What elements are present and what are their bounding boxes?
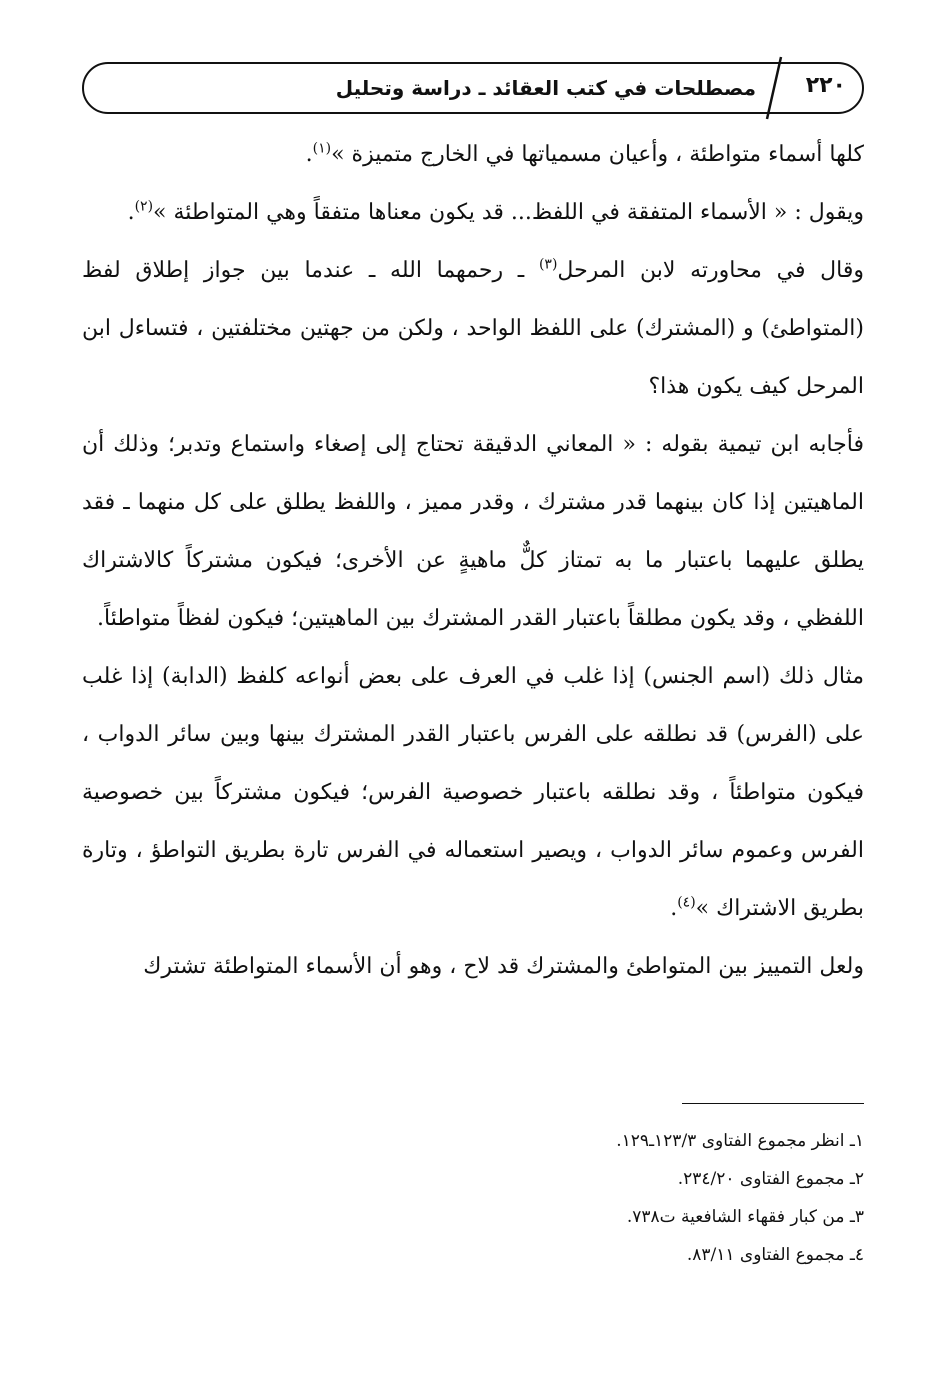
paragraph	[82, 184, 864, 242]
footnote: ٣ـ من كبار فقهاء الشافعية ت٧٣٨.	[626, 1207, 864, 1227]
paragraph-text: مثال ذلك (اسم الجنس) إذا غلب في العرف على بعض أنواعه كلفظ (الدابة) إذا غلب على (الفرس) قد نطلقه على الفرس باعتبار القدر المشترك بينها وبين سائر الدواب ، فيكون متواطئاً ، وقد نطلقه باعتبار خصوصية الفرس؛ فيكون مشتركاً بين خصوصية الفرس وعموم سائر الدواب ، ويصير استعماله في الفرس تارة بطريق التواطؤ ، وتارة بطريق الاشتراك »	[82, 664, 864, 921]
footnotes	[344, 1122, 864, 1274]
paragraph	[82, 416, 864, 648]
paragraph-text: فأجابه ابن تيمية بقوله : « المعاني الدقيقة تحتاج إلى إصغاء واستماع وتدبر؛ وذلك أن الماهيتين إذا كان بينهما قدر مشترك ، وقدر مميز ، واللفظ يطلق على كل منهما ـ فقد يطلق عليهما باعتبار ما به تمتاز كلٌّ ماهيةٍ عن الأخرى؛ فيكون مشتركاً كالاشتراك اللفظي ، وقد يكون مطلقاً باعتبار القدر المشترك بين الماهيتين؛ فيكون لفظاً متواطئاً.	[82, 432, 864, 631]
footnote-separator	[682, 1103, 864, 1104]
paragraph-tail: .	[127, 200, 135, 225]
paragraph	[82, 648, 864, 938]
footnote: ١ـ انظر مجموع الفتاوى ١٢٣/٣ـ١٢٩.	[616, 1131, 864, 1151]
paragraph-tail: ـ رحمهما الله ـ عندما بين جواز إطلاق لفظ (المتواطئ) و (المشترك) على اللفظ الواحد ، ولكن من جهتين مختلفتين ، فتساءل ابن المرحل كيف يكون هذا؟	[82, 258, 864, 399]
paragraph-tail: .	[670, 896, 678, 921]
running-header	[82, 62, 864, 114]
footnote-reference: (٢)	[134, 198, 154, 215]
paragraph-text: ولعل التمييز بين المتواطئ والمشترك قد لاح ، وهو أن الأسماء المتواطئة تشترك	[143, 954, 864, 979]
paragraph	[82, 938, 864, 996]
page-number: ٢٢٠	[805, 73, 846, 98]
footnote-reference: (٣)	[538, 256, 558, 273]
footnote-reference: (١)	[312, 140, 332, 157]
paragraph-text: ويقول : « الأسماء المتفقة في اللفظ... قد يكون معناها متفقاً وهي المتواطئة »	[153, 200, 864, 225]
paragraph-text: كلها أسماء متواطئة ، وأعيان مسمياتها في الخارج متميزة »	[331, 142, 864, 167]
paragraph-tail: .	[305, 142, 313, 167]
footnote: ٢ـ مجموع الفتاوى ٢٣٤/٢٠.	[677, 1169, 864, 1189]
main-text	[82, 126, 864, 996]
footnote-reference: (٤)	[677, 894, 696, 911]
book-title: مصطلحات في كتب العقائد ـ دراسة وتحليل	[335, 76, 756, 100]
header-divider-slash	[762, 55, 786, 121]
paragraph	[82, 126, 864, 184]
paragraph-text: وقال في محاورته لابن المرحل	[557, 258, 865, 283]
footnote: ٤ـ مجموع الفتاوى ٨٣/١١.	[686, 1245, 864, 1265]
paragraph	[82, 242, 864, 416]
